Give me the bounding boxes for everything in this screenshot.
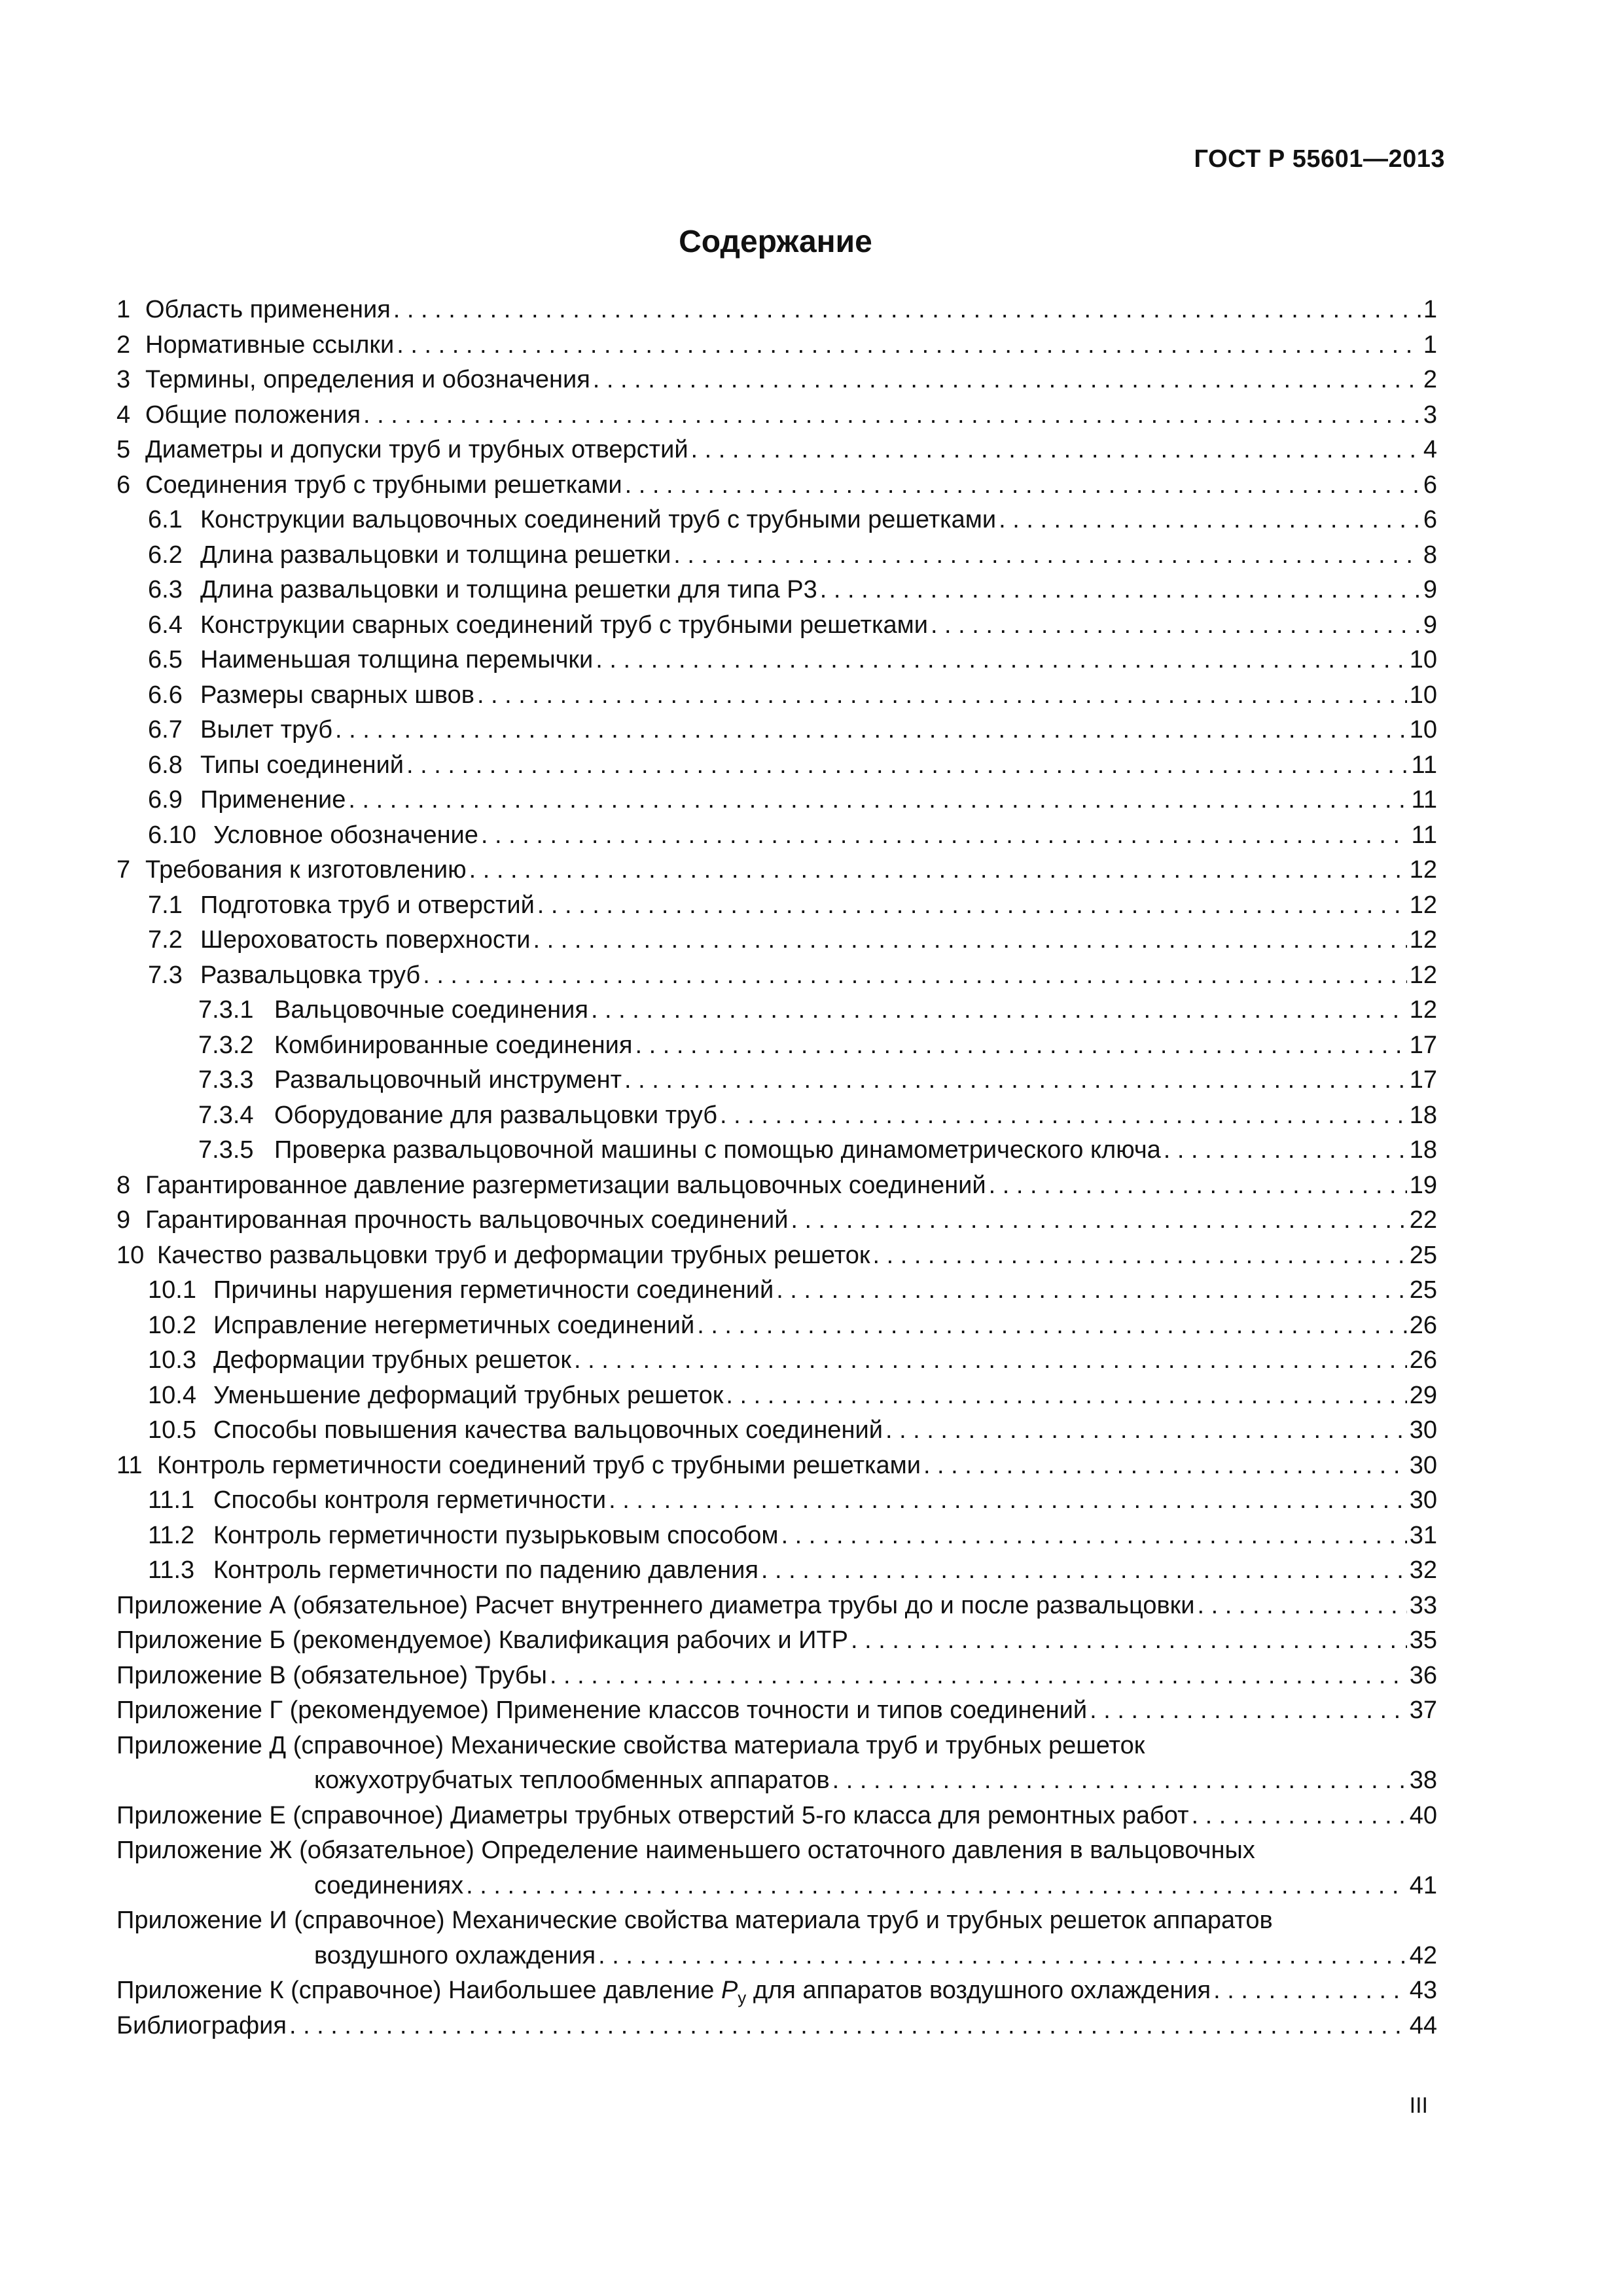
toc-entry-title: Условное обозначение	[213, 821, 478, 849]
toc-entry-title: Контроль герметичности соединений труб с трубными решетками	[157, 1451, 921, 1479]
toc-entry[interactable]	[116, 961, 1437, 997]
toc-entry[interactable]	[116, 366, 1437, 401]
leader-dots	[574, 1346, 1407, 1374]
table-of-contents	[116, 296, 1437, 2047]
toc-entry-number: 7.2	[148, 926, 183, 954]
leader-dots	[423, 961, 1407, 990]
toc-entry[interactable]	[116, 1522, 1437, 1557]
leader-dots	[791, 1206, 1406, 1234]
toc-entry-title: Приложение Д (справочное) Механические свойства материала труб и трубных решеток	[116, 1731, 1145, 1759]
toc-entry[interactable]	[116, 1346, 1437, 1382]
toc-entry-page: 12	[1409, 926, 1437, 954]
toc-entry-number: 11.1	[148, 1486, 195, 1514]
toc-entry[interactable]	[116, 331, 1437, 367]
toc-entry-page: 22	[1409, 1206, 1437, 1234]
toc-entry-number: 11.2	[148, 1521, 195, 1549]
toc-entry-number: 10.1	[148, 1276, 196, 1304]
toc-entry-title: Проверка развальцовочной машины с помощью динамометрического ключа	[274, 1136, 1161, 1164]
title-part: Приложение К (справочное) Наибольшее давление	[116, 1977, 721, 2004]
toc-entry-number: 3	[116, 366, 131, 393]
appendix-d-entry[interactable]	[116, 1732, 1437, 1767]
toc-entry[interactable]	[116, 926, 1437, 961]
toc-entry-number: 7.3.2	[198, 1031, 254, 1059]
leader-dots	[593, 366, 1421, 394]
toc-entry[interactable]	[116, 1416, 1437, 1452]
toc-entry-page: 10	[1409, 681, 1437, 709]
leader-dots	[289, 2012, 1407, 2040]
toc-entry[interactable]	[116, 436, 1437, 471]
toc-entry-page: 30	[1409, 1416, 1437, 1444]
toc-entry-page: 18	[1409, 1101, 1437, 1129]
leader-dots	[477, 681, 1407, 709]
leader-dots	[697, 1312, 1407, 1340]
toc-entry-number: 7.3.1	[198, 996, 254, 1024]
leader-dots	[537, 891, 1407, 920]
leader-dots	[393, 296, 1421, 324]
toc-entry-title: Диаметры и допуски труб и трубных отверстий	[145, 436, 688, 463]
toc-entry-number: 10.2	[148, 1311, 196, 1339]
toc-entry-number: 1	[116, 296, 131, 323]
toc-entry[interactable]	[116, 471, 1437, 507]
toc-entry-page: 19	[1409, 1171, 1437, 1199]
toc-entry[interactable]	[116, 1102, 1437, 1137]
toc-entry-title: Оборудование для развальцовки труб	[274, 1101, 717, 1129]
toc-entry-title: воздушного охлаждения	[314, 1941, 596, 1969]
toc-entry-title: Подготовка труб и отверстий	[200, 891, 535, 919]
leader-dots	[989, 1172, 1407, 1200]
toc-entry-title	[116, 1977, 1211, 2008]
leader-dots	[481, 821, 1409, 850]
toc-entry-page: 12	[1409, 856, 1437, 884]
toc-entry-number: 7	[116, 856, 131, 884]
toc-entry-title: Контроль герметичности по падению давления	[213, 1556, 758, 1584]
toc-entry-title: Развальцовочный инструмент	[274, 1066, 622, 1094]
leader-dots	[999, 506, 1421, 534]
leader-dots	[1164, 1136, 1407, 1164]
toc-entry-page: 18	[1409, 1136, 1437, 1164]
toc-entry[interactable]	[116, 1276, 1437, 1312]
toc-entry-page: 1	[1423, 331, 1437, 359]
toc-entry-number: 6.1	[148, 506, 183, 533]
toc-entry-title: Соединения труб с трубными решетками	[145, 471, 622, 499]
toc-entry-page: 26	[1409, 1346, 1437, 1374]
toc-entry-title: Приложение Б (рекомендуемое) Квалификация рабочих и ИТР	[116, 1626, 848, 1654]
toc-entry-number: 7.3	[148, 961, 183, 989]
toc-entry[interactable]	[116, 716, 1437, 751]
toc-entry-title: Приложение И (справочное) Механические свойства материала труб и трубных решеток аппаратов	[116, 1907, 1273, 1934]
bibliography-entry[interactable]	[116, 2012, 1437, 2047]
leader-dots	[609, 1486, 1407, 1515]
toc-entry-page: 43	[1409, 1977, 1437, 2004]
toc-entry-number: 6.3	[148, 576, 183, 603]
toc-entry-page: 31	[1409, 1521, 1437, 1549]
toc-entry-page: 42	[1409, 1941, 1437, 1969]
toc-entry[interactable]	[116, 856, 1437, 891]
toc-entry-title: Гарантированная прочность вальцовочных соединений	[145, 1206, 789, 1234]
leader-dots	[1213, 1977, 1407, 2005]
toc-entry[interactable]	[116, 1486, 1437, 1522]
leader-dots	[885, 1416, 1407, 1444]
leader-dots	[533, 926, 1407, 954]
toc-entry-title: Термины, определения и обозначения	[145, 366, 590, 393]
toc-entry[interactable]	[116, 401, 1437, 437]
appendix-i-entry-continuation[interactable]	[116, 1942, 1437, 1977]
leader-dots	[761, 1556, 1407, 1585]
leader-dots	[781, 1522, 1407, 1550]
toc-entry-title: Размеры сварных швов	[200, 681, 474, 709]
toc-entry[interactable]	[116, 1172, 1437, 1207]
toc-entry[interactable]	[116, 681, 1437, 717]
toc-entry-page: 6	[1423, 506, 1437, 533]
toc-entry-title: Вылет труб	[200, 716, 332, 744]
toc-entry-number: 6.5	[148, 646, 183, 673]
toc-entry-page: 11	[1411, 786, 1437, 814]
leader-dots	[348, 786, 1408, 814]
toc-entry-number: 8	[116, 1171, 131, 1199]
toc-entry-page: 25	[1409, 1241, 1437, 1269]
leader-dots	[1090, 1696, 1407, 1725]
toc-entry-number: 6.4	[148, 611, 183, 639]
toc-entry-number: 6.10	[148, 821, 196, 849]
toc-entry-number: 6.8	[148, 751, 183, 779]
toc-entry-page: 3	[1423, 401, 1437, 429]
toc-entry[interactable]	[116, 1452, 1437, 1487]
toc-entry-title: Приложение Е (справочное) Диаметры трубных отверстий 5-го класса для ремонтных работ	[116, 1801, 1189, 1829]
toc-entry-page: 26	[1409, 1311, 1437, 1339]
leader-dots	[691, 436, 1421, 464]
toc-entry-title: Нормативные ссылки	[145, 331, 395, 359]
toc-entry-title: Причины нарушения герметичности соединений	[213, 1276, 774, 1304]
toc-entry-page: 33	[1409, 1591, 1437, 1619]
toc-entry-page: 30	[1409, 1451, 1437, 1479]
leader-dots	[923, 1452, 1407, 1480]
toc-entry-page: 10	[1409, 716, 1437, 744]
toc-entry-page: 8	[1423, 541, 1437, 569]
toc-entry-number: 10.4	[148, 1381, 196, 1409]
toc-entry-number: 4	[116, 401, 131, 429]
toc-entry-number: 10.3	[148, 1346, 196, 1374]
toc-entry-title: Способы контроля герметичности	[213, 1486, 607, 1514]
toc-entry-page: 10	[1409, 646, 1437, 673]
toc-entry-title: Общие положения	[145, 401, 361, 429]
leader-dots	[335, 716, 1407, 744]
toc-entry-page: 12	[1409, 996, 1437, 1024]
pressure-symbol: P	[721, 1977, 738, 2004]
toc-entry-title: Уменьшение деформаций трубных решеток	[213, 1381, 724, 1409]
toc-entry-page: 17	[1409, 1066, 1437, 1094]
toc-entry-page: 12	[1409, 961, 1437, 989]
toc-entry-page: 35	[1409, 1626, 1437, 1654]
toc-entry[interactable]	[116, 576, 1437, 611]
toc-entry-page: 40	[1409, 1801, 1437, 1829]
toc-entry-title: кожухотрубчатых теплообменных аппаратов	[314, 1767, 830, 1794]
leader-dots	[635, 1031, 1406, 1060]
toc-entry[interactable]	[116, 646, 1437, 681]
toc-entry-title: Шероховатость поверхности	[200, 926, 531, 954]
leader-dots	[469, 856, 1407, 884]
page-number: III	[1409, 2093, 1428, 2118]
toc-entry-title: Наименьшая толщина перемычки	[200, 646, 594, 673]
toc-entry[interactable]	[116, 1312, 1437, 1347]
toc-entry-number: 10.5	[148, 1416, 196, 1444]
toc-entry-number: 6	[116, 471, 131, 499]
toc-entry-number: 7.3.4	[198, 1101, 254, 1129]
toc-entry-title: Требования к изготовлению	[145, 856, 467, 884]
leader-dots	[673, 541, 1421, 569]
toc-entry-number: 7.1	[148, 891, 183, 919]
toc-entry-page: 6	[1423, 471, 1437, 499]
toc-entry[interactable]	[116, 1382, 1437, 1417]
leader-dots	[1192, 1802, 1407, 1830]
toc-entry[interactable]	[116, 751, 1437, 787]
toc-entry-number: 7.3.5	[198, 1136, 254, 1164]
leader-dots	[832, 1767, 1407, 1795]
toc-entry-page: 1	[1423, 296, 1437, 323]
appendix-zh-entry[interactable]	[116, 1837, 1437, 1872]
toc-entry-page: 12	[1409, 891, 1437, 919]
toc-entry-title: Исправление негерметичных соединений	[213, 1311, 695, 1339]
leader-dots	[931, 611, 1421, 639]
toc-entry[interactable]	[116, 786, 1437, 821]
toc-entry-title: Длина развальцовки и толщина решетки	[200, 541, 671, 569]
toc-entry-page: 29	[1409, 1381, 1437, 1409]
appendix-g-entry[interactable]	[116, 1696, 1437, 1732]
toc-entry[interactable]	[116, 1031, 1437, 1067]
toc-entry[interactable]	[116, 506, 1437, 541]
toc-entry-number: 6.2	[148, 541, 183, 569]
toc-entry-number: 11.3	[148, 1556, 195, 1584]
toc-entry-page: 25	[1409, 1276, 1437, 1304]
toc-entry-page: 37	[1409, 1696, 1437, 1724]
toc-entry-page: 4	[1423, 436, 1437, 463]
toc-entry-number: 10	[116, 1241, 145, 1269]
toc-entry[interactable]	[116, 891, 1437, 927]
appendix-b-entry[interactable]	[116, 1626, 1437, 1662]
toc-entry[interactable]	[116, 1206, 1437, 1242]
toc-entry-number: 6.7	[148, 716, 183, 744]
toc-entry[interactable]	[116, 611, 1437, 647]
leader-dots	[820, 576, 1421, 604]
leader-dots	[591, 996, 1407, 1024]
toc-entry-title: Деформации трубных решеток	[213, 1346, 571, 1374]
toc-entry-page: 38	[1409, 1767, 1437, 1794]
toc-entry-title: Длина развальцовки и толщина решетки для типа Р3	[200, 576, 817, 603]
toc-entry-number: 11	[116, 1451, 143, 1479]
appendix-e-entry[interactable]	[116, 1802, 1437, 1837]
leader-dots	[624, 1066, 1407, 1094]
leader-dots	[851, 1626, 1407, 1655]
leader-dots	[596, 646, 1406, 674]
toc-entry[interactable]	[116, 541, 1437, 577]
toc-entry-page: 30	[1409, 1486, 1437, 1514]
appendix-d-entry-continuation[interactable]	[116, 1767, 1437, 1802]
toc-entry-title: Конструкции вальцовочных соединений труб с трубными решетками	[200, 506, 997, 533]
appendix-i-entry[interactable]	[116, 1907, 1437, 1942]
toc-entry-number: 2	[116, 331, 131, 359]
toc-entry-title: Развальцовка труб	[200, 961, 421, 989]
toc-entry-title: Контроль герметичности пузырьковым способом	[213, 1521, 779, 1549]
leader-dots	[466, 1872, 1407, 1900]
toc-entry-title: Конструкции сварных соединений труб с трубными решетками	[200, 611, 928, 639]
leader-dots	[625, 471, 1421, 499]
toc-entry-title: Библиография	[116, 2011, 287, 2039]
toc-entry-page: 36	[1409, 1661, 1437, 1689]
leader-dots	[598, 1942, 1407, 1970]
toc-entry-title: Типы соединений	[200, 751, 404, 779]
toc-entry[interactable]	[116, 821, 1437, 857]
toc-entry-number: 7.3.3	[198, 1066, 254, 1094]
toc-entry-title: Приложение Г (рекомендуемое) Применение классов точности и типов соединений	[116, 1696, 1088, 1724]
appendix-v-entry[interactable]	[116, 1662, 1437, 1697]
document-code: ГОСТ Р 55601—2013	[1194, 145, 1445, 173]
toc-entry-page: 9	[1423, 611, 1437, 639]
toc-entry-page: 11	[1411, 751, 1437, 779]
toc-entry-title: Приложение А (обязательное) Расчет внутреннего диаметра трубы до и после развальцовки	[116, 1591, 1195, 1619]
toc-entry-title: Качество развальцовки труб и деформации трубных решеток	[157, 1241, 870, 1269]
toc-entry-title: Гарантированное давление разгерметизации вальцовочных соединений	[145, 1171, 986, 1199]
appendix-zh-entry-continuation[interactable]	[116, 1872, 1437, 1907]
toc-entry-title: Вальцовочные соединения	[274, 996, 588, 1024]
toc-entry[interactable]	[116, 296, 1437, 331]
toc-entry-title: Приложение Ж (обязательное) Определение наименьшего остаточного давления в вальцовочных	[116, 1837, 1255, 1864]
toc-entry-title: соединениях	[314, 1871, 464, 1899]
toc-entry-number: 6.6	[148, 681, 183, 709]
leader-dots	[406, 751, 1409, 780]
toc-entry[interactable]	[116, 1556, 1437, 1592]
toc-entry-title: Комбинированные соединения	[274, 1031, 633, 1059]
leader-dots	[726, 1382, 1406, 1410]
leader-dots	[1198, 1592, 1407, 1620]
leader-dots	[872, 1242, 1406, 1270]
leader-dots	[550, 1662, 1407, 1690]
toc-entry-page: 17	[1409, 1031, 1437, 1059]
leader-dots	[363, 401, 1421, 429]
toc-entry-title: Способы повышения качества вальцовочных соединений	[213, 1416, 883, 1444]
toc-entry-title: Область применения	[145, 296, 391, 323]
toc-entry[interactable]	[116, 1242, 1437, 1277]
toc-entry[interactable]	[116, 996, 1437, 1031]
leader-dots	[720, 1102, 1407, 1130]
pressure-subscript: у	[738, 1988, 747, 2007]
toc-entry-title: Применение	[200, 786, 346, 814]
toc-entry-page: 9	[1423, 576, 1437, 603]
toc-entry-page: 11	[1411, 821, 1437, 849]
leader-dots	[776, 1276, 1407, 1304]
toc-entry-page: 44	[1409, 2011, 1437, 2039]
toc-entry[interactable]	[116, 1136, 1437, 1172]
title-part: для аппаратов воздушного охлаждения	[746, 1977, 1211, 2004]
toc-entry-page: 2	[1423, 366, 1437, 393]
toc-entry-number: 9	[116, 1206, 131, 1234]
appendix-k-entry[interactable]	[116, 1977, 1437, 2012]
toc-entry-page: 32	[1409, 1556, 1437, 1584]
toc-entry-page: 41	[1409, 1871, 1437, 1899]
appendix-a-entry[interactable]	[116, 1592, 1437, 1627]
toc-entry-number: 5	[116, 436, 131, 463]
toc-entry-number: 6.9	[148, 786, 183, 814]
toc-entry[interactable]	[116, 1066, 1437, 1102]
leader-dots	[397, 331, 1421, 359]
page-title: Содержание	[679, 224, 872, 259]
toc-entry-title: Приложение В (обязательное) Трубы	[116, 1661, 547, 1689]
